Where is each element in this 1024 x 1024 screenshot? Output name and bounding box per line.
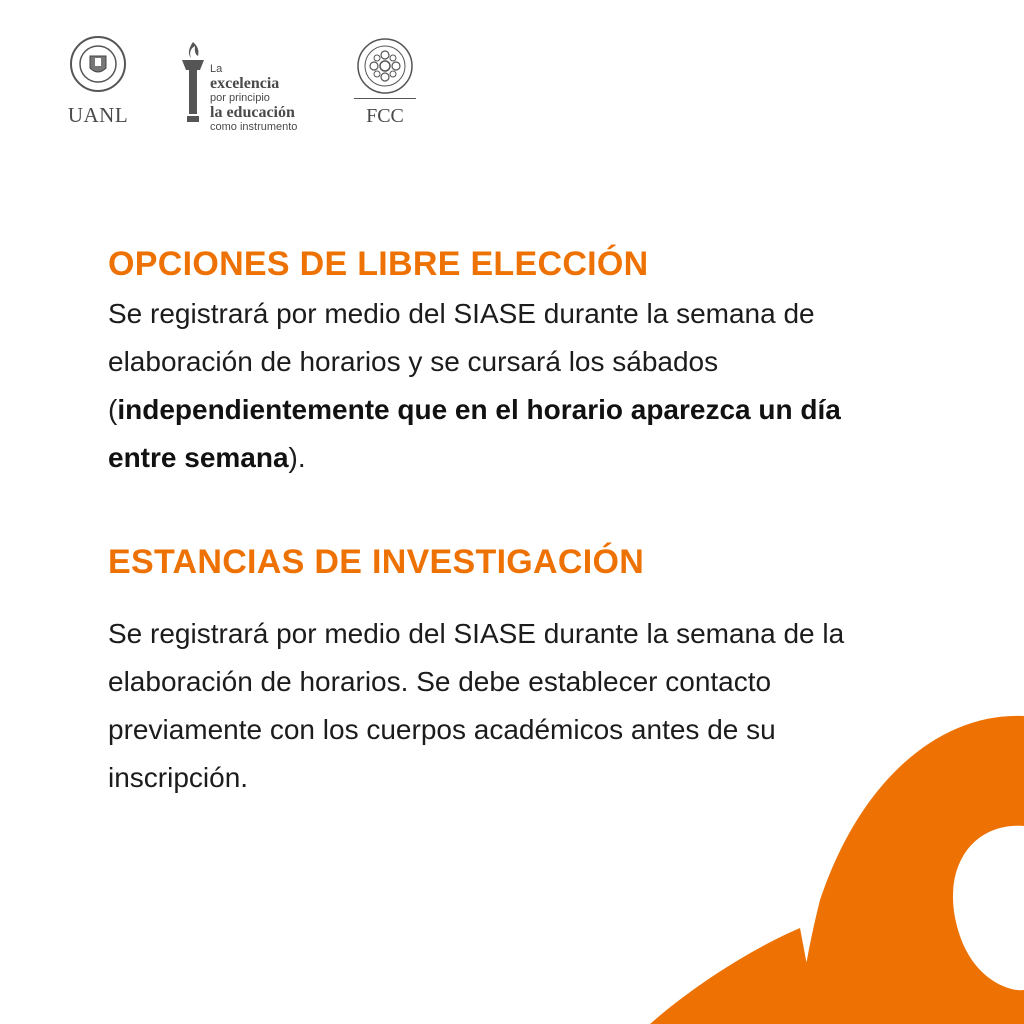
- header-logos: [0, 0, 1024, 140]
- section-body-estancias: Se registrará por medio del SIASE durante la semana de la elaboración de horarios. Se debe establecer contacto previamente con los cuerpos académicos antes de su inscripción.: [108, 618, 845, 793]
- motto-por-principio: por principio: [210, 92, 270, 104]
- motto-text: [210, 64, 297, 134]
- fcc-divider: [354, 98, 416, 99]
- uanl-logo: [62, 34, 134, 126]
- motto-la-educacion: la educación: [210, 104, 295, 121]
- motto-excelencia: excelencia: [210, 75, 280, 92]
- body-text-pre: Se registrará por medio del SIASE durante la semana de elaboración de horarios y se cursará los sábados (: [108, 298, 815, 425]
- section-title-estancias: ESTANCIAS DE INVESTIGACIÓN: [108, 543, 645, 581]
- body-text-bold: independientemente que en el horario aparezca un día entre semana: [108, 394, 841, 473]
- motto-como-instrumento: como instrumento: [210, 121, 298, 133]
- swoosh-lower-shape: [650, 928, 818, 1024]
- section-body-libre-eleccion: [108, 290, 868, 482]
- main-content: [108, 238, 868, 802]
- body-text-post: ).: [288, 442, 306, 473]
- uanl-seal-icon: [68, 34, 128, 96]
- section-title-libre-eleccion: OPCIONES DE LIBRE ELECCIÓN: [108, 245, 649, 283]
- fcc-seal-icon: [353, 36, 417, 98]
- motto-la: La: [210, 63, 223, 75]
- torch-icon: [178, 40, 208, 126]
- motto-logo: [178, 40, 318, 133]
- fcc-logo: [348, 36, 422, 128]
- fcc-label: FCC: [366, 105, 404, 127]
- uanl-label: UANL: [67, 103, 129, 127]
- swoosh-white-notch: [953, 826, 1024, 990]
